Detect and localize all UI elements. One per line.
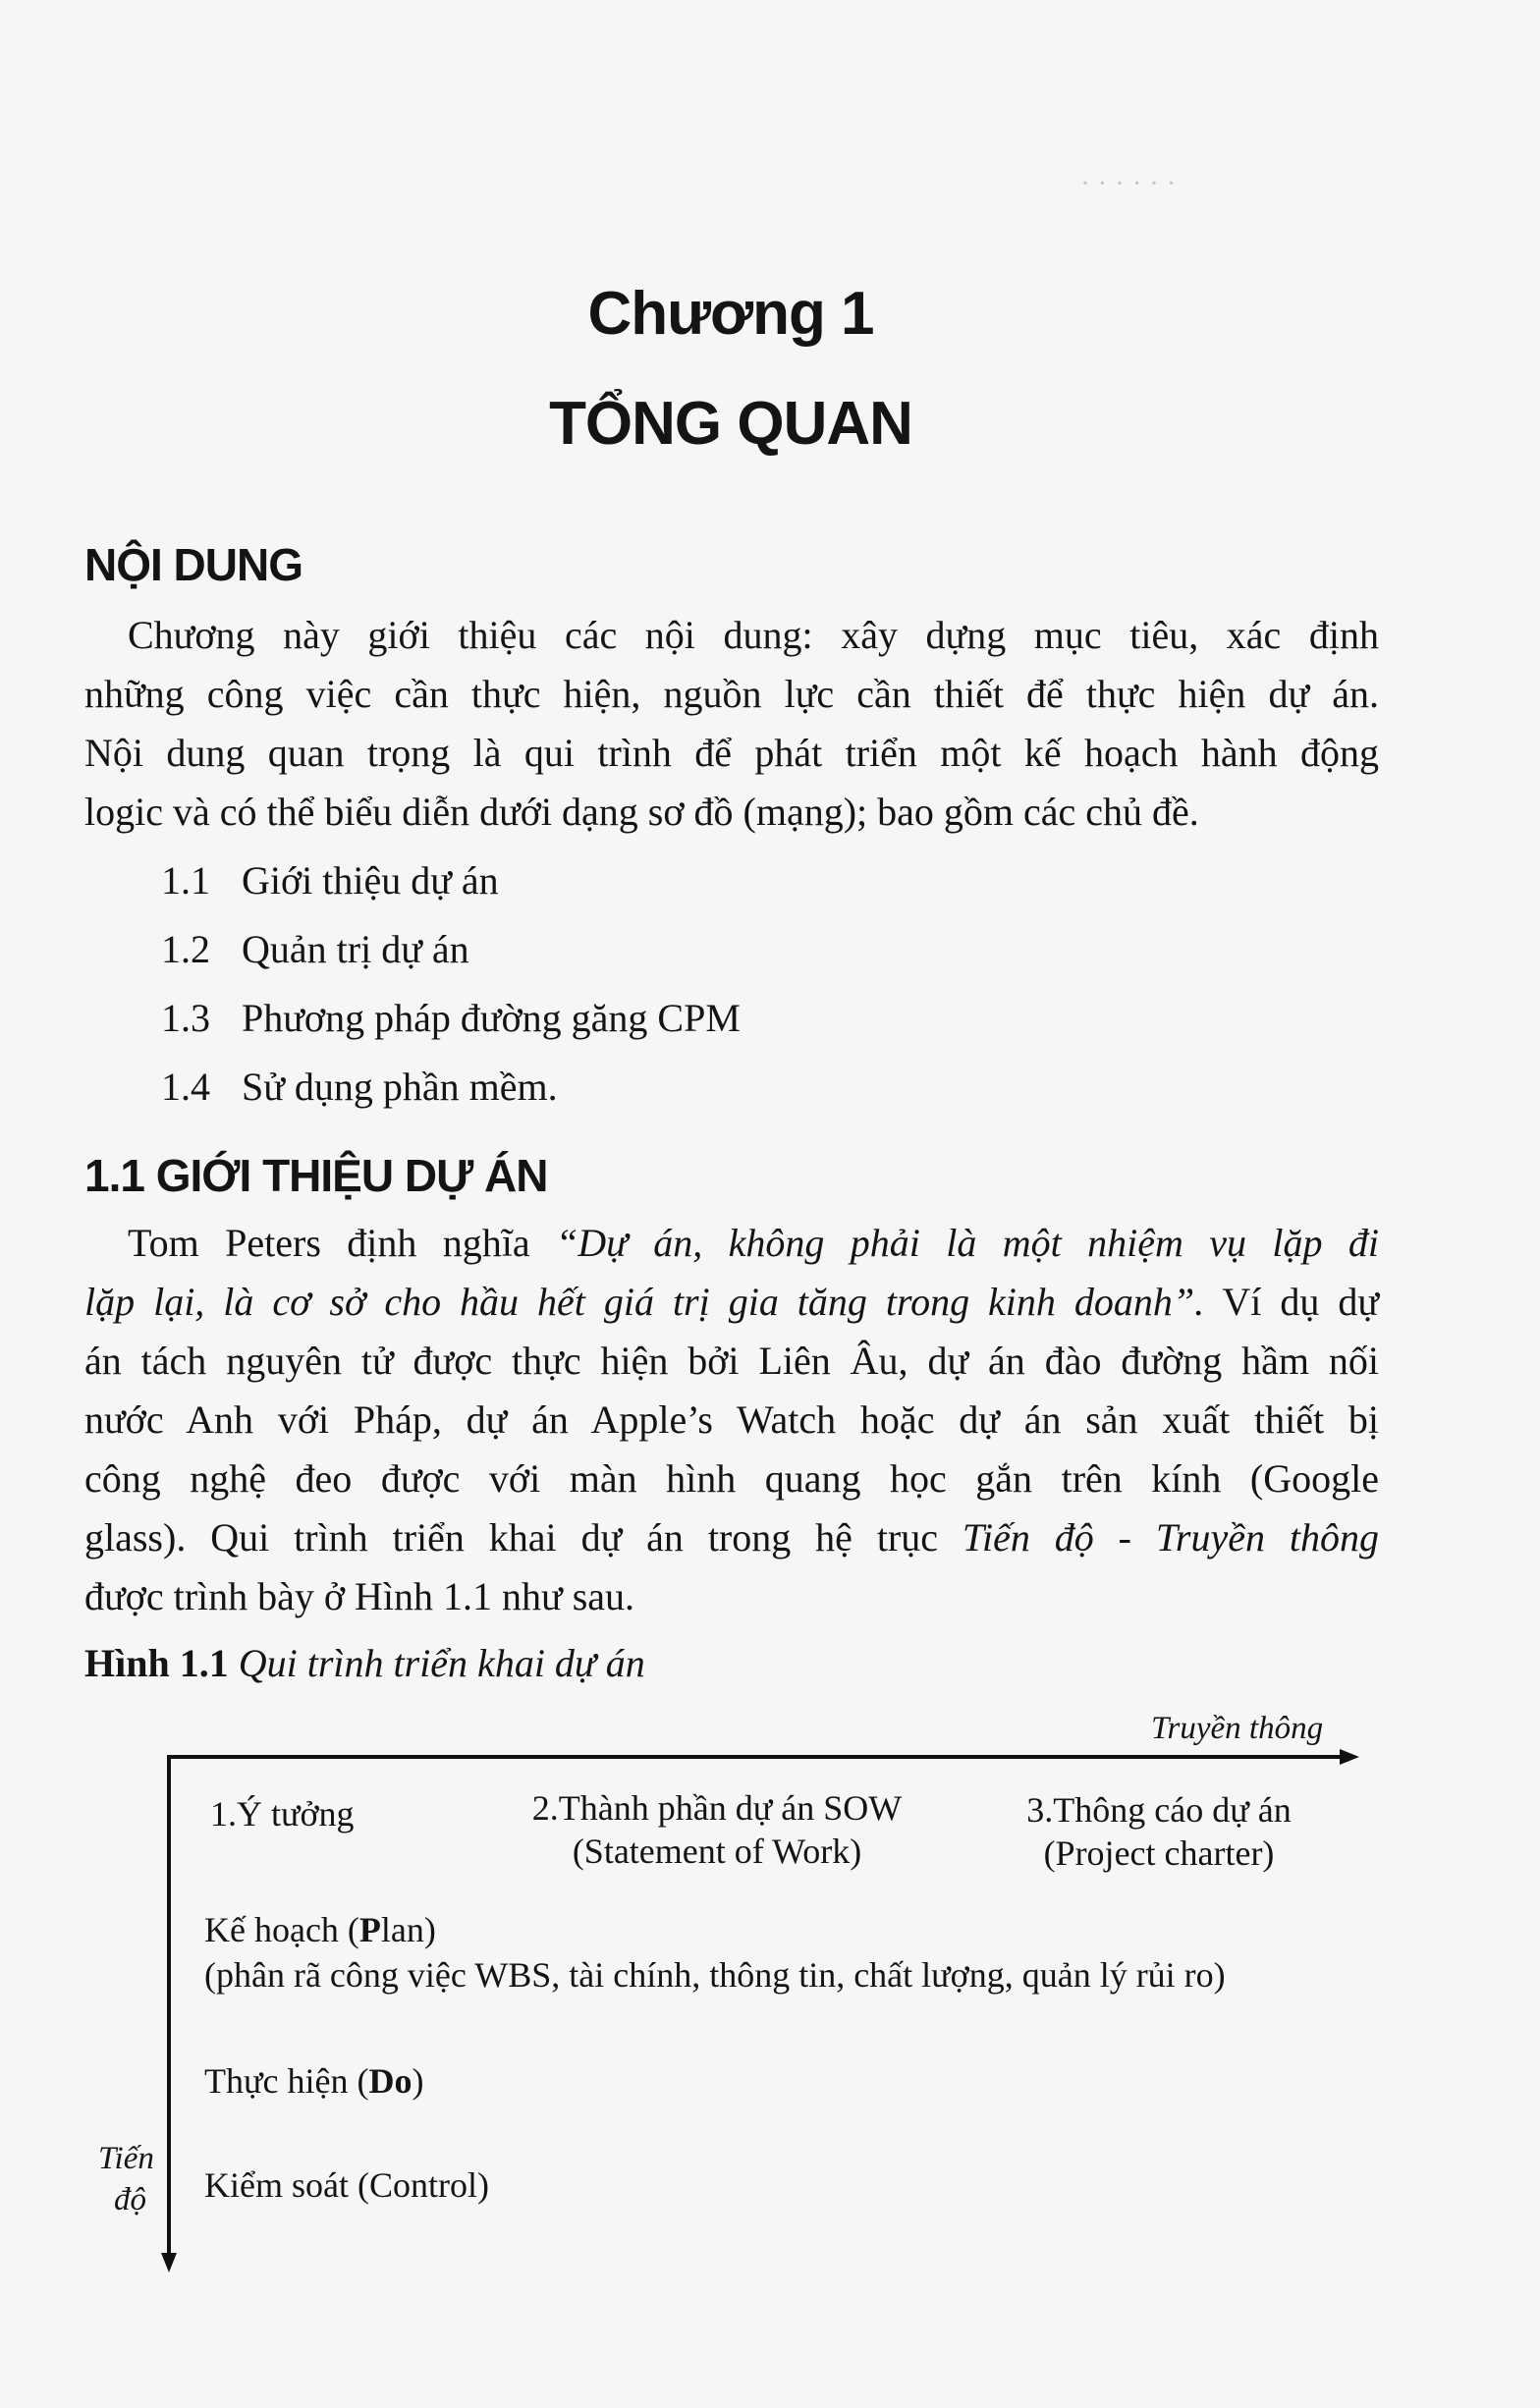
list-item-number: 1.4 (161, 1065, 210, 1109)
step-idea: 1.Ý tưởng (210, 1794, 355, 1833)
paragraph-line: logic và có thể biểu diễn dưới dạng sơ đồ (mạng); bao gồm các chủ đề. (84, 790, 1199, 834)
step-sow-title: 2.Thành phần dự án SOW (531, 1788, 903, 1828)
plan-detail: (phân rã công việc WBS, tài chính, thông tin, chất lượng, quản lý rủi ro) (204, 1955, 1226, 1995)
step-charter-title: 3.Thông cáo dự án (1026, 1790, 1292, 1830)
paragraph-line (84, 1508, 1379, 1567)
list-item-text: Quản trị dự án (242, 927, 469, 971)
figure-title: Qui trình triển khai dự án (238, 1641, 645, 1685)
y-axis-label: độ (114, 2182, 146, 2217)
bleed-through-text: · · · · · · (1080, 167, 1177, 199)
list-item (161, 984, 741, 1053)
section-heading-1-1: 1.1 GIỚI THIỆU DỰ ÁN (84, 1150, 548, 1201)
paragraph-line: nước Anh với Pháp, dự án Apple’s Watch hoặc dự án sản xuất thiết bị (84, 1397, 1379, 1442)
section-heading-noi-dung: NỘI DUNG (84, 539, 302, 590)
paragraph-line: công nghệ đeo được với màn hình quang học gắn trên kính (Google (84, 1456, 1379, 1501)
step-sow-subtitle: (Statement of Work) (572, 1832, 862, 1871)
step-charter (992, 1789, 1326, 1874)
axis-term-text: Tiến độ - Truyền thông (962, 1515, 1380, 1560)
plan-label-text: lan) (380, 1910, 436, 1949)
quote-text: “Dự án, không phải là một nhiệm vụ lặp đi (555, 1221, 1379, 1265)
y-axis-arrowhead (161, 2253, 177, 2272)
plan-label-initial: P (358, 1910, 381, 1949)
list-item-number: 1.1 (161, 858, 210, 903)
paragraph-text: glass). Qui trình triển khai dự án trong hệ trục (84, 1515, 962, 1560)
figure-number: Hình 1.1 (84, 1641, 229, 1685)
quote-text: lặp lại, là cơ sở cho hầu hết giá trị gia tăng trong kinh doanh”. (84, 1280, 1205, 1324)
do-label-text: ) (412, 2061, 424, 2101)
list-item (161, 915, 741, 984)
list-item (161, 1053, 741, 1122)
paragraph-line: được trình bày ở Hình 1.1 như sau. (84, 1574, 635, 1618)
section-1-1-paragraph (84, 1214, 1379, 1626)
x-axis-label: Truyền thông (1151, 1711, 1324, 1746)
control-label: Kiểm soát (Control) (204, 2165, 489, 2205)
list-item-text: Giới thiệu dự án (242, 858, 499, 903)
chapter-title: TỔNG QUAN (549, 390, 912, 458)
step-sow (511, 1787, 923, 1872)
paragraph-line: Chương này giới thiệu các nội dung: xây dựng mục tiêu, xác định (128, 613, 1379, 657)
y-axis-label: Tiến (98, 2141, 154, 2176)
noi-dung-paragraph (84, 606, 1379, 842)
chapter-label: Chương 1 (587, 280, 874, 348)
do-label (204, 2060, 423, 2102)
list-item-text: Sử dụng phần mềm. (242, 1065, 558, 1109)
paragraph-line: những công việc cần thực hiện, nguồn lực cần thiết để thực hiện dự án. (84, 672, 1379, 716)
paragraph-line (84, 1273, 1379, 1332)
paragraph-line: Nội dung quan trọng là qui trình để phát triển một kế hoạch hành động (84, 731, 1379, 775)
list-item-number: 1.2 (161, 927, 210, 971)
step-charter-subtitle: (Project charter) (1043, 1833, 1275, 1873)
do-label-text: Thực hiện ( (204, 2061, 369, 2101)
list-item (161, 847, 741, 915)
plan-label-text: Kế hoạch ( (204, 1910, 359, 1949)
list-item-text: Phương pháp đường găng CPM (242, 996, 741, 1040)
figure-caption (84, 1640, 645, 1686)
paragraph-line (84, 1214, 1379, 1273)
topic-list (161, 847, 741, 1122)
paragraph-line: án tách nguyên tử được thực hiện bởi Liên Âu, dự án đào đường hầm nối (84, 1339, 1379, 1383)
x-axis-arrowhead (1340, 1749, 1359, 1765)
do-label-initial: Do (368, 2061, 412, 2101)
paragraph-text: Tom Peters định nghĩa (128, 1221, 556, 1265)
list-item-number: 1.3 (161, 996, 210, 1040)
plan-label (204, 1909, 436, 1950)
paragraph-text: Ví dụ dự (1204, 1280, 1379, 1324)
